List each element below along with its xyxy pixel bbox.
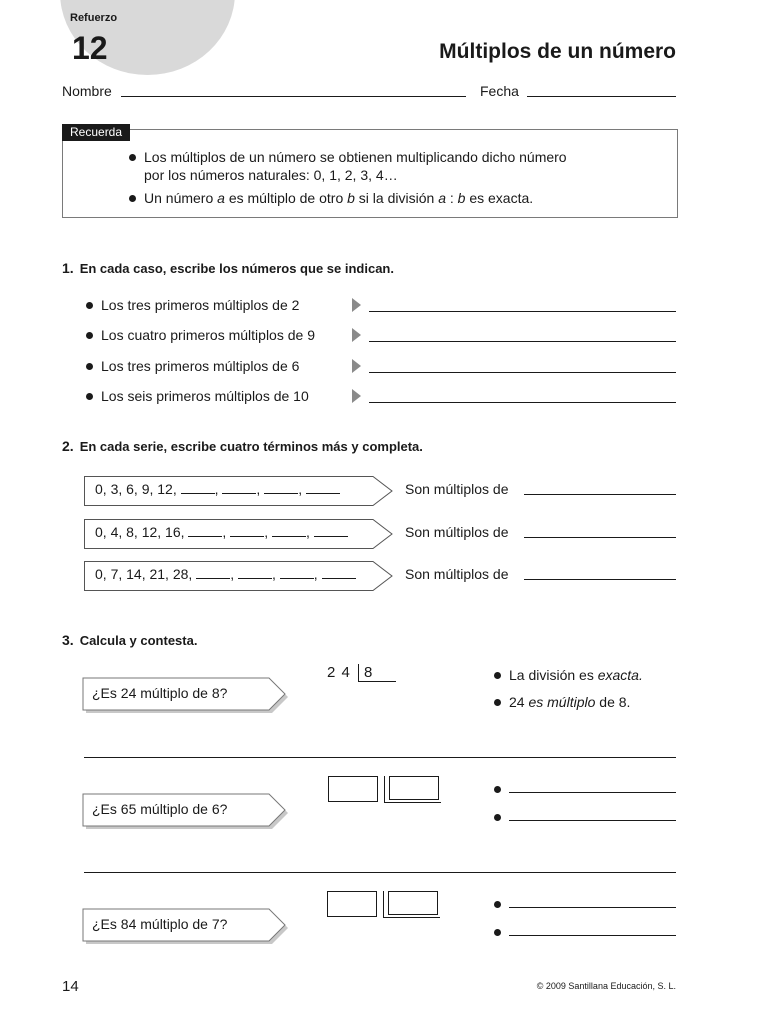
series-blank[interactable] <box>230 524 264 537</box>
series-blank[interactable] <box>222 481 256 494</box>
exercise-3-number: 3. <box>62 632 74 648</box>
var-a: a <box>438 190 446 206</box>
series-box <box>84 559 396 593</box>
recuerda-text-3c: si la división <box>354 190 439 206</box>
answer-line[interactable] <box>509 792 676 793</box>
comma: , <box>271 566 276 582</box>
bullet-dot <box>129 154 136 161</box>
question-box <box>82 793 292 831</box>
ex1-answer-line[interactable] <box>369 372 676 373</box>
bullet-dot <box>494 786 501 793</box>
conclusion-text: de 8. <box>595 694 631 710</box>
answer-line[interactable] <box>509 820 676 821</box>
bullet-dot <box>129 195 136 202</box>
comma: , <box>230 566 235 582</box>
question-box <box>82 908 292 946</box>
recuerda-text-1: Los múltiplos de un número se obtienen multiplicando dicho número <box>144 149 567 165</box>
comma: , <box>222 524 227 540</box>
series-answer-label: Son múltiplos de <box>405 566 509 582</box>
comma: , <box>214 481 219 497</box>
comma: , <box>305 524 310 540</box>
conclusion-text: 24 <box>509 694 529 710</box>
example-divisor: 8 <box>364 664 373 681</box>
ex1-item <box>86 357 299 375</box>
ex1-answer-line[interactable] <box>369 311 676 312</box>
conclusion-text: La división es <box>509 667 598 683</box>
question-text: ¿Es 65 múltiplo de 6? <box>92 801 228 817</box>
series-blank[interactable] <box>314 524 348 537</box>
sheet-number: 12 <box>72 30 108 66</box>
comma: , <box>256 481 261 497</box>
name-field[interactable] <box>121 96 466 97</box>
exercise-3-title <box>62 632 197 648</box>
series-blank[interactable] <box>306 481 340 494</box>
ex1-answer-line[interactable] <box>369 341 676 342</box>
series-values: 0, 4, 8, 12, 16, <box>95 524 185 540</box>
answer-bullet <box>494 780 509 798</box>
divisor-box[interactable] <box>389 776 439 800</box>
series-answer-label: Son múltiplos de <box>405 481 509 497</box>
recuerda-text-2: por los números naturales: 0, 1, 2, 3, 4… <box>144 167 398 183</box>
ex1-item-text: Los seis primeros múltiplos de 10 <box>101 388 309 404</box>
example-conclusion-2 <box>494 693 630 711</box>
page-title: Múltiplos de un número <box>439 40 676 63</box>
ex1-item <box>86 296 299 314</box>
exercise-2-text: En cada serie, escribe cuatro términos más y completa. <box>79 439 423 454</box>
bullet-dot <box>494 901 501 908</box>
series-answer-line[interactable] <box>524 537 676 538</box>
bullet-dot <box>494 672 501 679</box>
bullet-dot <box>86 332 93 339</box>
name-label: Nombre <box>62 83 112 99</box>
recuerda-text-3a: Un número <box>144 190 218 206</box>
recuerda-text-3d: : <box>445 190 458 206</box>
recuerda-tag: Recuerda <box>62 124 130 141</box>
arrow-right-icon <box>352 328 361 342</box>
question-text: ¿Es 24 múltiplo de 8? <box>92 685 228 701</box>
bullet-dot <box>494 814 501 821</box>
series-box <box>84 474 396 508</box>
series-text <box>95 566 356 582</box>
exercise-3-text: Calcula y contesta. <box>79 633 198 648</box>
var-b: b <box>347 190 355 206</box>
question-box <box>82 677 292 715</box>
arrow-right-icon <box>352 389 361 403</box>
date-label: Fecha <box>480 83 519 99</box>
divisor-box[interactable] <box>388 891 438 915</box>
answer-bullet <box>494 895 509 913</box>
bullet-dot <box>86 302 93 309</box>
exercise-1-title <box>62 260 394 276</box>
dividend-box[interactable] <box>328 776 378 802</box>
ex1-item <box>86 326 315 344</box>
var-a: a <box>217 190 225 206</box>
bullet-dot <box>494 929 501 936</box>
copyright: © 2009 Santillana Educación, S. L. <box>536 981 676 991</box>
series-blank[interactable] <box>322 566 356 579</box>
series-blank[interactable] <box>280 566 314 579</box>
conclusion-italic: exacta. <box>597 667 643 683</box>
series-answer-label: Son múltiplos de <box>405 524 509 540</box>
bullet-dot <box>494 699 501 706</box>
arrow-right-icon <box>352 359 361 373</box>
recuerda-text-3b: es múltiplo de otro <box>224 190 348 206</box>
date-field[interactable] <box>527 96 676 97</box>
var-b: b <box>457 190 466 206</box>
arrow-right-icon <box>352 298 361 312</box>
example-conclusion-1 <box>494 666 643 684</box>
comma: , <box>313 566 318 582</box>
dividend-box[interactable] <box>327 891 377 917</box>
series-text <box>95 481 340 497</box>
example-dividend: 2 4 <box>327 664 351 681</box>
series-answer-line[interactable] <box>524 494 676 495</box>
ex1-item <box>86 387 309 405</box>
series-answer-line[interactable] <box>524 579 676 580</box>
series-blank[interactable] <box>272 524 306 537</box>
recuerda-text-3e: es exacta. <box>465 190 534 206</box>
recuerda-bullet-2 <box>129 189 533 207</box>
exercise-1-text: En cada caso, escribe los números que se indican. <box>79 261 394 276</box>
recuerda-bullet-1 <box>129 148 567 166</box>
header-tag: Refuerzo <box>70 12 118 24</box>
series-blank[interactable] <box>181 481 215 494</box>
ex1-item-text: Los cuatro primeros múltiplos de 9 <box>101 327 315 343</box>
exercise-2-title <box>62 438 423 454</box>
exercise-2-number: 2. <box>62 438 74 454</box>
conclusion-italic: es múltiplo <box>528 694 596 710</box>
series-box <box>84 517 396 551</box>
series-blank[interactable] <box>188 524 222 537</box>
series-values: 0, 7, 14, 21, 28, <box>95 566 193 582</box>
exercise-1-number: 1. <box>62 260 74 276</box>
bullet-dot <box>86 363 93 370</box>
section-divider <box>84 872 676 873</box>
series-blank[interactable] <box>196 566 230 579</box>
comma: , <box>298 481 303 497</box>
series-text <box>95 524 348 540</box>
ex1-item-text: Los tres primeros múltiplos de 2 <box>101 297 300 313</box>
question-text: ¿Es 84 múltiplo de 7? <box>92 916 228 932</box>
answer-bullet <box>494 923 509 941</box>
ex1-item-text: Los tres primeros múltiplos de 6 <box>101 358 300 374</box>
series-values: 0, 3, 6, 9, 12, <box>95 481 177 497</box>
series-blank[interactable] <box>264 481 298 494</box>
answer-bullet <box>494 808 509 826</box>
comma: , <box>264 524 269 540</box>
ex1-answer-line[interactable] <box>369 402 676 403</box>
series-blank[interactable] <box>238 566 272 579</box>
bullet-dot <box>86 393 93 400</box>
section-divider <box>84 757 676 758</box>
answer-line[interactable] <box>509 907 676 908</box>
answer-line[interactable] <box>509 935 676 936</box>
page-number: 14 <box>62 978 79 995</box>
